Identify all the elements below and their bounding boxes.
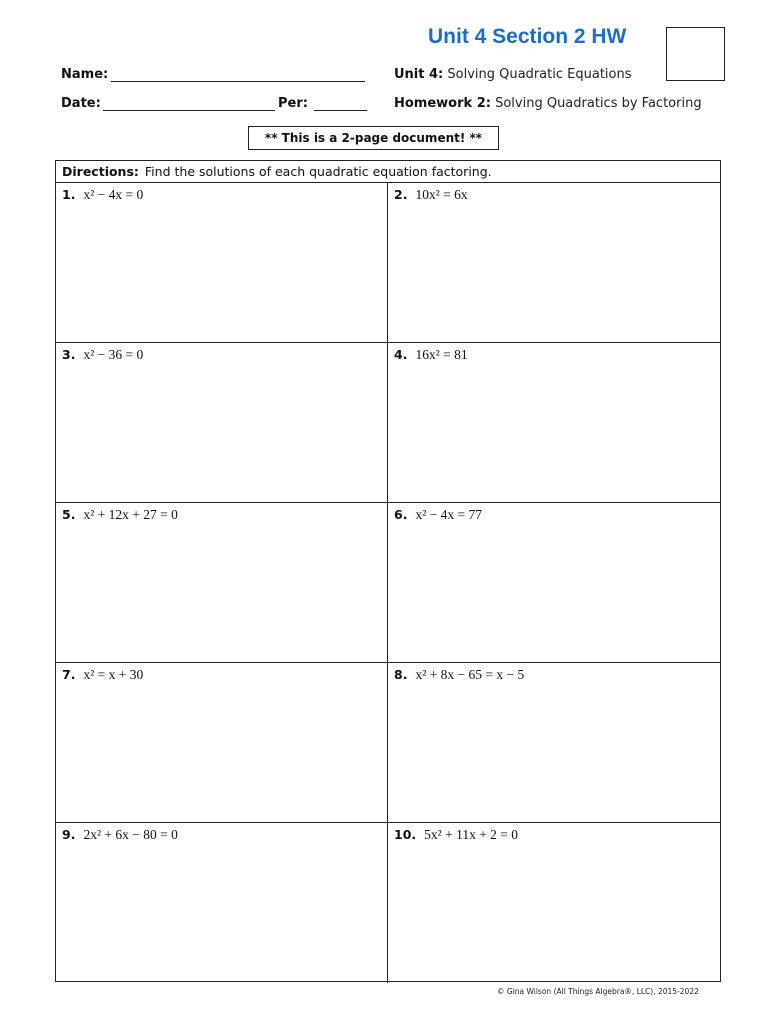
homework-info <box>394 96 702 111</box>
problem-number: 9. <box>62 827 76 842</box>
per-label-text: Per: <box>278 96 308 111</box>
problem-number: 2. <box>394 187 408 202</box>
problem-3[interactable] <box>56 343 388 503</box>
score-box <box>666 27 725 81</box>
directions-text: Find the solutions of each quadratic equation factoring. <box>144 164 492 179</box>
problem-number: 10. <box>394 827 417 842</box>
unit-label: Unit 4: <box>394 67 444 82</box>
two-page-notice: ** This is a 2-page document! ** <box>248 126 499 150</box>
problem-4[interactable] <box>388 343 720 503</box>
unit-info <box>394 67 632 82</box>
problem-equation: 10x² = 6x <box>415 187 468 202</box>
directions-label: Directions: <box>62 164 139 179</box>
problem-number: 3. <box>62 347 76 362</box>
problem-8[interactable] <box>388 663 720 823</box>
problem-number: 5. <box>62 507 76 522</box>
problem-equation: 5x² + 11x + 2 = 0 <box>424 827 519 842</box>
name-label <box>61 67 108 82</box>
problem-sheet <box>55 160 721 982</box>
problem-number: 6. <box>394 507 408 522</box>
problem-equation: x² + 8x − 65 = x − 5 <box>415 667 525 682</box>
name-line[interactable] <box>111 81 365 82</box>
problem-number: 1. <box>62 187 76 202</box>
date-label-text: Date: <box>61 96 101 111</box>
problem-2[interactable] <box>388 183 720 343</box>
problem-number: 4. <box>394 347 408 362</box>
problem-10[interactable] <box>388 823 720 983</box>
per-line[interactable] <box>314 110 367 111</box>
name-label-text: Name: <box>61 67 109 82</box>
problem-equation: x² − 4x = 0 <box>83 187 144 202</box>
problem-equation: x² = x + 30 <box>83 667 144 682</box>
problem-equation: 2x² + 6x − 80 = 0 <box>83 827 178 842</box>
problem-9[interactable] <box>56 823 388 983</box>
copyright-footer: © Gina Wilson (All Things Algebra®, LLC), 2015-2022 <box>497 987 699 996</box>
problem-grid <box>56 183 720 983</box>
problem-equation: x² + 12x + 27 = 0 <box>83 507 178 522</box>
problem-1[interactable] <box>56 183 388 343</box>
problem-equation: x² − 36 = 0 <box>83 347 144 362</box>
date-line[interactable] <box>103 110 275 111</box>
problem-6[interactable] <box>388 503 720 663</box>
per-label <box>278 96 308 111</box>
unit-value: Solving Quadratic Equations <box>447 67 632 82</box>
page-title: Unit 4 Section 2 HW <box>428 25 627 48</box>
problem-7[interactable] <box>56 663 388 823</box>
date-label <box>61 96 101 111</box>
problem-equation: 16x² = 81 <box>415 347 468 362</box>
problem-number: 8. <box>394 667 408 682</box>
homework-label: Homework 2: <box>394 96 491 111</box>
problem-number: 7. <box>62 667 76 682</box>
homework-value: Solving Quadratics by Factoring <box>495 96 702 111</box>
problem-equation: x² − 4x = 77 <box>415 507 482 522</box>
problem-5[interactable] <box>56 503 388 663</box>
directions-row <box>56 161 720 183</box>
